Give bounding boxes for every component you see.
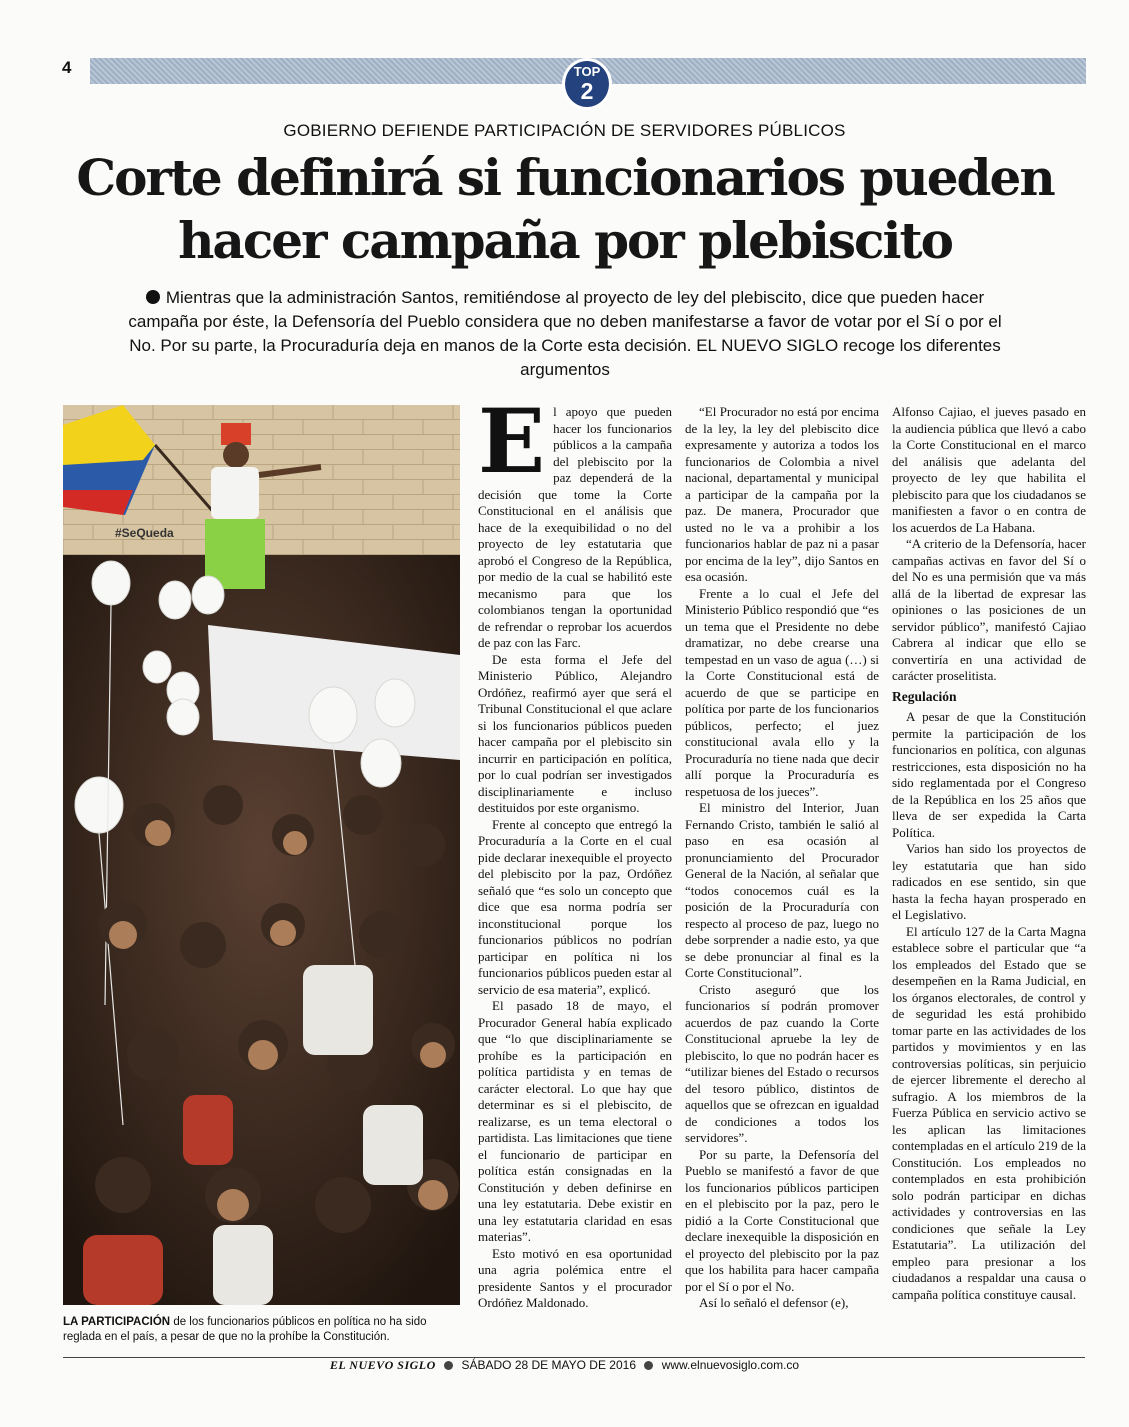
paragraph: Esto motivó en esa oportunidad una agria polémica entre el presidente Santos y el procurador Ordóñez Maldonado. bbox=[478, 1245, 672, 1310]
bullet-icon bbox=[444, 1361, 453, 1370]
crowd-photo-illustration bbox=[63, 405, 460, 1305]
article-column-2 bbox=[685, 404, 879, 1312]
dek bbox=[120, 286, 1010, 382]
headline bbox=[60, 146, 1070, 272]
page-footer bbox=[0, 1358, 1129, 1373]
bullet-icon bbox=[146, 290, 160, 304]
wall-sign-text: #SeQueda bbox=[115, 526, 174, 540]
paragraph: El artículo 127 de la Carta Magna establece sobre el particular que “a los empleados del Estado que se desempeñen en la Rama Judicial, en los órganos electorales, de control y de seguridad les está prohibido tomar parte en las actividades de los partidos y movimientos y en las controversias políticas, sin perjuicio de ejercer libremente el derecho al sufragio. A los miembros de la Fuerza Pública en servicio activo se les aplican las limitaciones contempladas en el artículo 219 de la Constitución. Los empleados no contemplados en esta prohibición solo podrán participar en dichas actividades y controversias en las condiciones que señale la Ley Estatutaria”. La utilización del empleo para presionar a los ciudadanos a respaldar una causa o campaña política constituye causal. bbox=[892, 923, 1086, 1302]
paragraph: Frente al concepto que entregó la Procuraduría a la Corte en el cual pide declarar inexequible el proyecto del plebiscito por la paz, Ordóñez señaló que “es solo un concepto que dice que esa norma podría ser inconstitucional porque los funcionarios públicos no podrían participar en política ni los funcionarios públicos pueden estar al servicio de esa materia”, explicó. bbox=[478, 816, 672, 997]
paragraph: Frente a lo cual el Jefe del Ministerio Público respondió que “es un tema que el Presidente no debe dramatizar, no debe crearse una tempestad en un vaso de agua (…) si la Corte Constitucional está de acuerdo de que se participe en política por parte de los funcionarios públicos, perfecto; el juez constitucional avala ello y la Procuraduría no tiene nada que decir allí porque la Procuraduría es respetuosa de los jueces”. bbox=[685, 585, 879, 799]
caption-text: de los funcionarios públicos en política no ha sido reglada en el país, a pesar de que no la prohíbe la Constitución. bbox=[63, 1316, 427, 1343]
paragraph: El pasado 18 de mayo, el Procurador General había explicado que “lo que disciplinariamente se prohíbe es la participación en política partidista y en temas de carácter electoral. Lo que hay que determinar es si el plebiscito, de realizarse, es un tema electoral o partidista. Las limitaciones que tiene el funcionario de participar en política están consignadas en la Constitución y deben definirse en una ley estatutaria. Debe existir en una ley estatutaria claridad en esas materias”. bbox=[478, 998, 672, 1244]
top-badge-number: 2 bbox=[580, 78, 594, 104]
paragraph: Por su parte, la Defensoría del Pueblo se manifestó a favor de que los funcionarios públicos participen en el plebiscito por la paz, pero le pidió a la Corte Constitucional que declare inexequible la disposición en el proyecto del plebiscito por la paz que los habilita para hacer campaña por el Sí o por el No. bbox=[685, 1146, 879, 1294]
news-photo bbox=[63, 405, 460, 1305]
paragraph: El ministro del Interior, Juan Fernando Cristo, también le salió al paso en esa ocasión al pronunciamiento del Procurador General de la Nación, al señalar que “todos conocemos cuál es la posición de la Procuraduría con respecto al proceso de paz, luego no debe sorprender a nadie esto, ya que se debe pronunciar al final es la Corte Constitucional”. bbox=[685, 800, 879, 980]
top-badge bbox=[562, 58, 612, 110]
paragraph: Cristo aseguró que los funcionarios sí podrán promover acuerdos de paz cuando la Corte Constitucional apruebe la ley de plebiscito, lo que no podrán hacer es “utilizar bienes del Estado o recursos del tesoro público, distintos de aquellos que se ofrezcan en igualdad de condiciones a todos los servidores”. bbox=[685, 981, 879, 1145]
top-badge-label: TOP bbox=[573, 64, 601, 79]
paragraph: De esta forma el Jefe del Ministerio Público, Alejandro Ordóñez, reafirmó ayer que será el Tribunal Constitucional el que aclare si los funcionarios públicos pueden hacer campaña por el plebiscito sin incurrir en participación en política, por lo cual podrían ser investigados disciplinariamente e incluso destituidos por este organismo. bbox=[478, 651, 672, 815]
footer-date: SÁBADO 28 DE MAYO DE 2016 bbox=[461, 1358, 636, 1372]
paragraph: “El Procurador no está por encima de la ley, la ley del plebiscito dice expresamente y autoriza a todos los funcionarios de Colombia a nivel nacional, departamental y municipal a participar de la campaña por la paz. De manera, Procurador que usted no le va a prohibir a los funcionarios hablar de paz ni a pasar por encima de la ley”, dijo Santos en esa ocasión. bbox=[685, 404, 879, 584]
paragraph-text: l apoyo que pueden hacer los funcionarios públicos a la campaña del plebiscito por la paz dependerá de la decisión que tome la Corte Constitucional en el análisis que hace de la exequibilidad o no del proyecto de ley estatutaria que aprobó el Congreso de la República, por medio de la cual se habilitó este mecanismo para que los colombianos tengan la oportunidad de refrendar o reprobar los acuerdos de paz con las Farc. bbox=[478, 404, 672, 650]
article-column-1 bbox=[478, 389, 672, 1312]
headline-line-2: hacer campaña por plebiscito bbox=[178, 211, 952, 270]
drop-cap: E bbox=[478, 389, 546, 493]
paragraph: “A criterio de la Defensoría, hacer campañas activas en favor del Sí o del No es una permisión que va más allá de la libertad de expresar las opiniones o las posiciones de un servidor público”, manifestó Cajiao Cabrera al indicar que ello se convertiría en una actividad de carácter proselitista. bbox=[892, 536, 1086, 683]
subheading: Regulación bbox=[892, 688, 957, 704]
dek-text: Mientras que la administración Santos, remitiéndose al proyecto de ley del plebiscito, dice que pueden hacer campaña por éste, la Defensoría del Pueblo considera que no deben manifestarse a favor de votar por el Sí o por el No. Por su parte, la Procuraduría deja en manos de la Corte esta decisión. EL NUEVO SIGLO recoge los diferentes argumentos bbox=[128, 288, 1002, 379]
paragraph: Alfonso Cajiao, el jueves pasado en la audiencia pública que llevó a cabo la Corte Constitucional en el marco del análisis que adelanta del proyecto de ley que habilita el plebiscito para que los ciudadanos se manifiesten a favor o en contra de los acuerdos de La Habana. bbox=[892, 404, 1086, 535]
headline-line-1: Corte definirá si funcionarios pueden bbox=[76, 148, 1054, 207]
page-number: 4 bbox=[62, 58, 72, 77]
paragraph: A pesar de que la Constitución permite la participación de los funcionarios en política, con algunas restricciones, esta disposición no ha sido reglamentada por el Congreso de la República en los 25 años que lleva de ser expedida la Carta Política. bbox=[892, 709, 1086, 840]
kicker: GOBIERNO DEFIENDE PARTICIPACIÓN DE SERVIDORES PÚBLICOS bbox=[283, 121, 846, 140]
paragraph: Así lo señaló el defensor (e), bbox=[699, 1295, 849, 1310]
photo-caption bbox=[63, 1315, 463, 1345]
bullet-icon bbox=[644, 1361, 653, 1370]
footer-url: www.elnuevosiglo.com.co bbox=[661, 1358, 800, 1372]
paragraph bbox=[478, 389, 672, 652]
article-column-3 bbox=[892, 404, 1086, 1303]
footer-brand: EL NUEVO SIGLO bbox=[329, 1358, 436, 1372]
caption-lead: LA PARTICIPACIÓN bbox=[63, 1316, 171, 1328]
paragraph: Varios han sido los proyectos de ley estatutaria que han sido radicados en ese sentido, sin que hasta la fecha hayan prosperado en el Legislativo. bbox=[892, 841, 1086, 922]
